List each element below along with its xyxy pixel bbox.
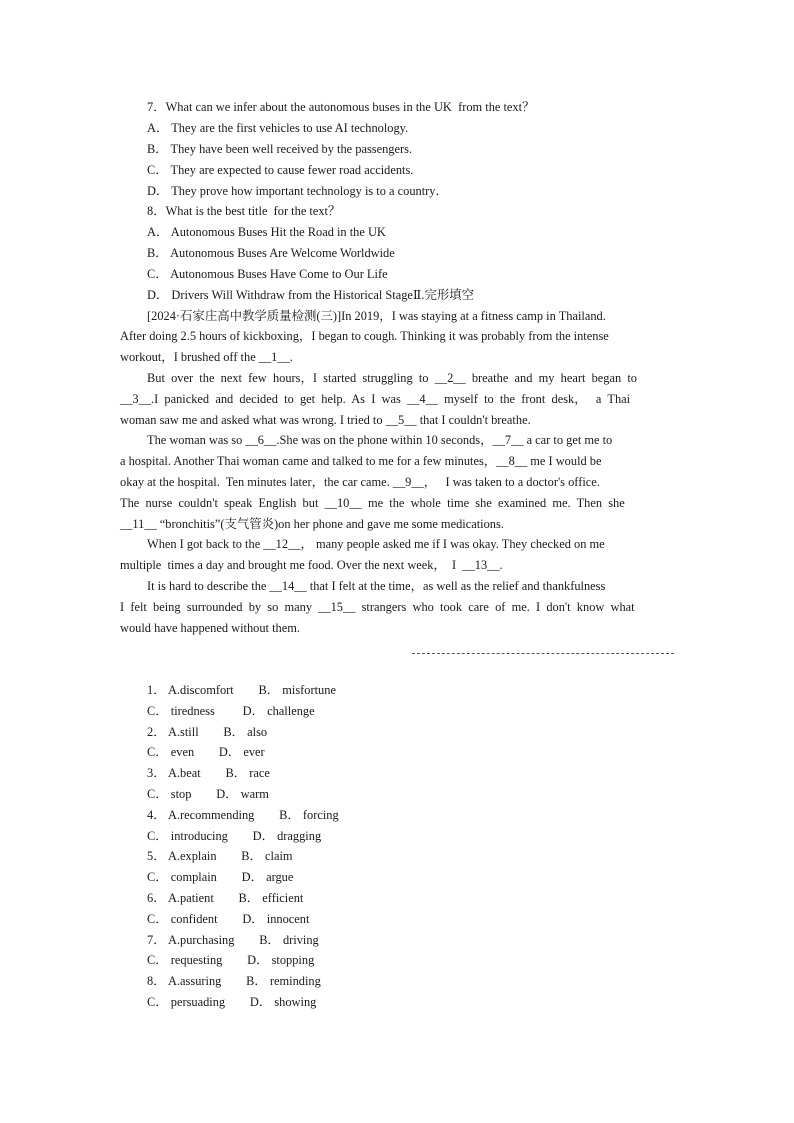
option-row: 3． A.beat B． race — [147, 766, 270, 780]
option-row: 6． A.patient B． efficient — [147, 891, 304, 905]
question-8-stem: 8．What is the best title for the text？ — [147, 204, 341, 218]
question-8-option-c: C． Autonomous Buses Have Come to Our Life — [147, 267, 388, 281]
option-row: 1． A.discomfort B． misfortune — [147, 683, 336, 697]
passage-line: a hospital. Another Thai woman came and talked to me for a few minutes，__8__ me I would be — [120, 454, 602, 468]
option-row: C． tiredness D． challenge — [147, 704, 315, 718]
passage-line: __11__ “bronchitis”(支气管炎)on her phone and gave me some medications. — [120, 517, 504, 531]
passage-line: After doing 2.5 hours of kickboxing，I began to cough. Thinking it was probably from the intense — [120, 329, 609, 343]
question-8-option-d: D． Drivers Will Withdraw from the Historical StageⅡ.完形填空 — [147, 288, 475, 302]
passage-line: __3__.I panicked and decided to get help. As I was __4__ myself to the front desk， a Thai — [120, 392, 631, 406]
question-8-option-a: A． Autonomous Buses Hit the Road in the UK — [147, 225, 386, 239]
option-row: C． stop D． warm — [147, 787, 269, 801]
option-row: 5． A.explain B． claim — [147, 849, 293, 863]
passage-line: The nurse couldn't speak English but __10__ me the whole time she examined me. Then she — [120, 496, 625, 510]
option-row: C． requesting D． stopping — [147, 953, 315, 967]
question-7-stem: 7．What can we infer about the autonomous buses in the UK from the text？ — [147, 100, 535, 114]
passage-line: It is hard to describe the __14__ that I felt at the time，as well as the relief and thankfulness — [147, 579, 606, 593]
passage-line: workout，I brushed off the __1__. — [120, 350, 293, 364]
passage-line: [2024·石家庄高中教学质量检测(三)]In 2019，I was staying at a fitness camp in Thailand. — [147, 309, 606, 323]
option-row: C． introducing D． dragging — [147, 829, 322, 843]
passage-line: okay at the hospital. Ten minutes later，the car came. __9__， I was taken to a doctor's office. — [120, 475, 600, 489]
passage-line: The woman was so __6__.She was on the phone within 10 seconds，__7__ a car to get me to — [147, 433, 613, 447]
question-7-option-b: B． They have been well received by the passengers. — [147, 142, 413, 156]
question-7-option-a: A． They are the first vehicles to use AI technology. — [147, 121, 409, 135]
option-row: 7． A.purchasing B． driving — [147, 933, 319, 947]
option-row: C． confident D． innocent — [147, 912, 310, 926]
option-row: C． even D． ever — [147, 745, 265, 759]
passage-line: When I got back to the __12__， many people asked me if I was okay. They checked on me — [147, 537, 605, 551]
question-8-option-b: B． Autonomous Buses Are Welcome Worldwide — [147, 246, 395, 260]
passage-line: I felt being surrounded by so many __15__ strangers who took care of me. I don't know what — [120, 600, 635, 614]
question-7-option-c: C． They are expected to cause fewer road accidents. — [147, 163, 414, 177]
option-row: C． complain D． argue — [147, 870, 294, 884]
option-row: 4． A.recommending B． forcing — [147, 808, 339, 822]
option-row: 8． A.assuring B． reminding — [147, 974, 321, 988]
question-7-option-d: D． They prove how important technology is to a country． — [147, 184, 448, 198]
passage-line: woman saw me and asked what was wrong. I tried to __5__ that I couldn't breathe. — [120, 413, 531, 427]
section-divider — [412, 653, 674, 654]
passage-line: multiple times a day and brought me food. Over the next week， I __13__. — [120, 558, 503, 572]
passage-line: would have happened without them. — [120, 621, 300, 635]
option-row: C． persuading D． showing — [147, 995, 317, 1009]
passage-line: But over the next few hours，I started struggling to __2__ breathe and my heart began to — [147, 371, 638, 385]
option-row: 2． A.still B． also — [147, 725, 268, 739]
